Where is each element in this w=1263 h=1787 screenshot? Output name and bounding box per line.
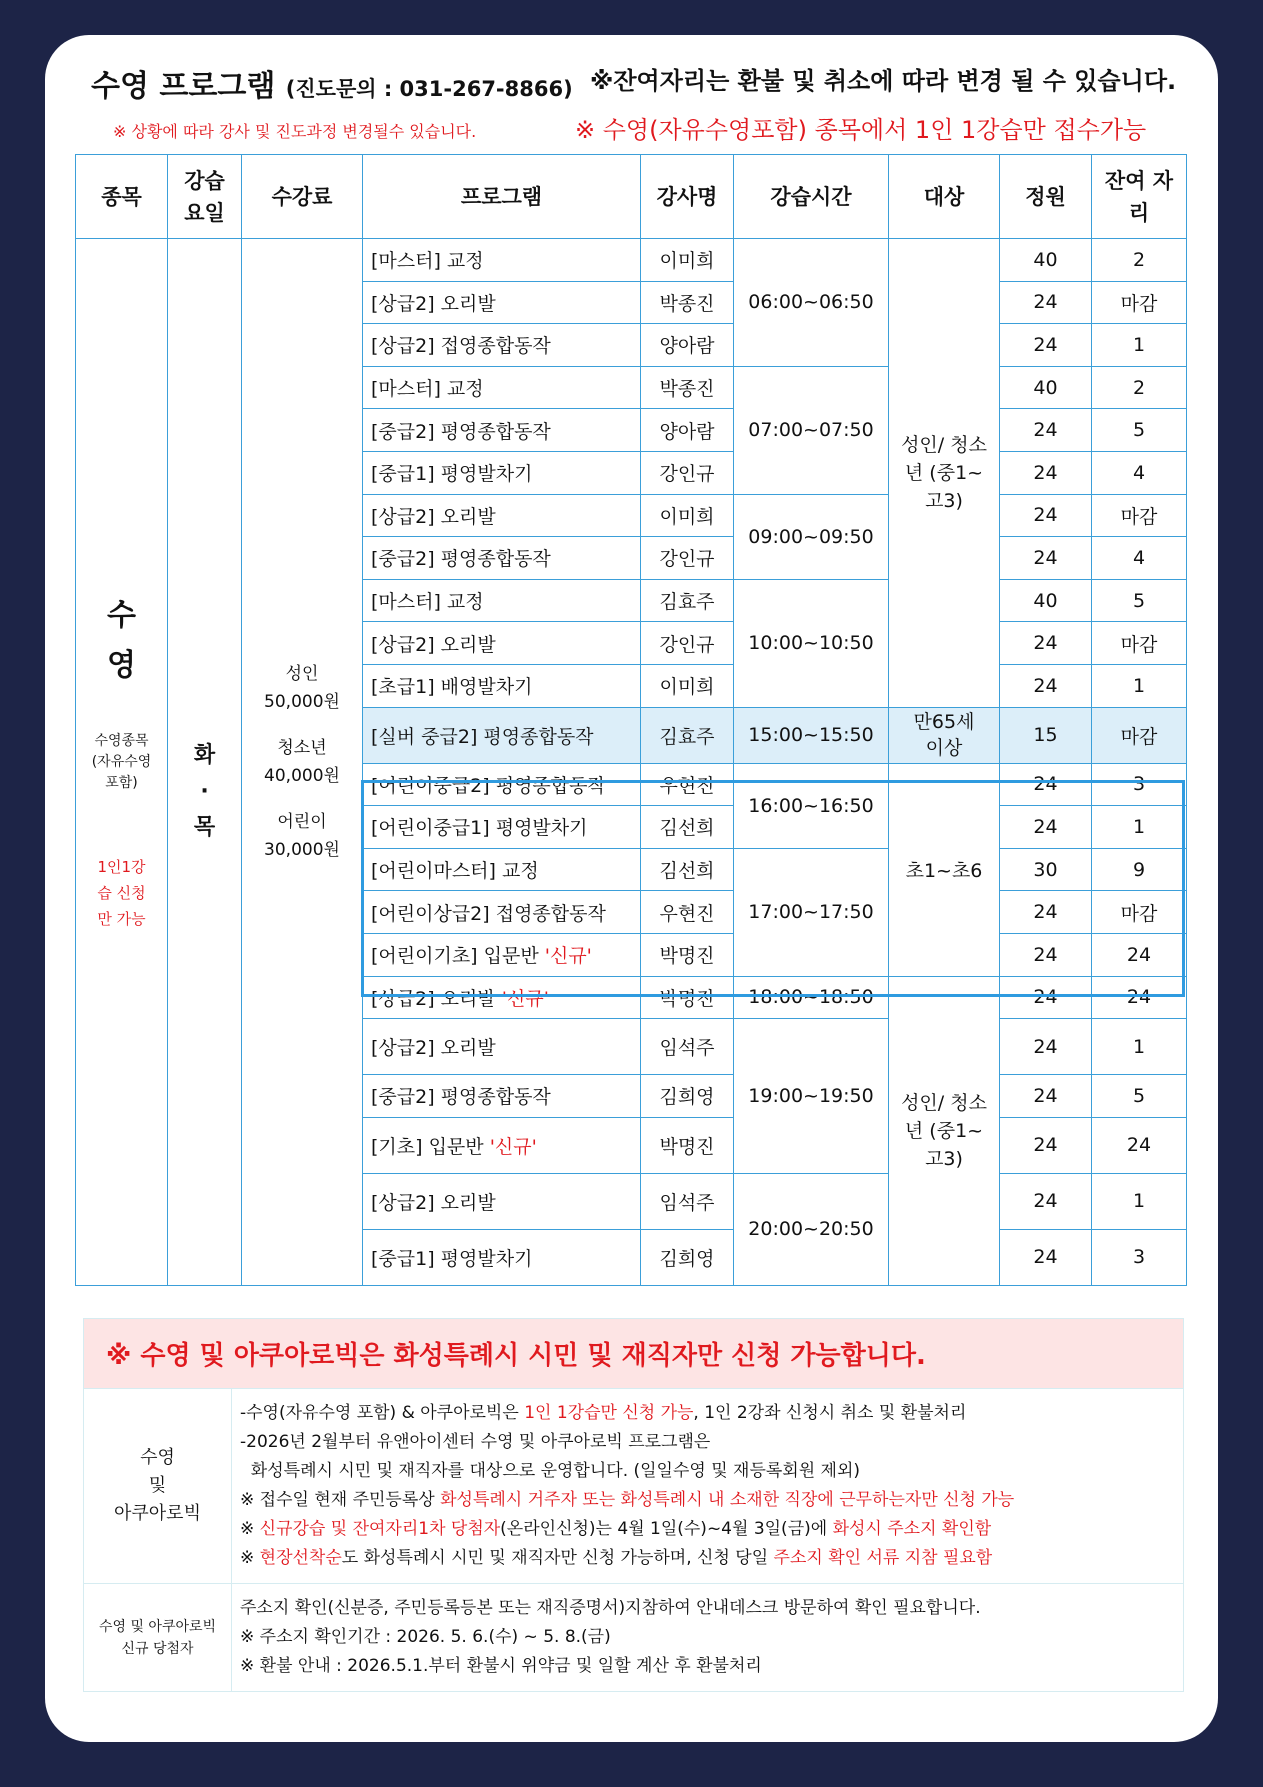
title-main: 수영 프로그램 — [91, 69, 276, 104]
header-program: 프로그램 — [363, 155, 641, 239]
text-red: 주소지 확인 서류 지참 필요함 — [773, 1548, 993, 1568]
category-limit: 1인1강습 신청만 가능 — [97, 858, 146, 929]
program-cell: [상급2] 오리발 — [363, 281, 641, 324]
remaining-cell: 3 — [1092, 1229, 1187, 1285]
header-remaining: 잔여 자리 — [1092, 155, 1187, 239]
remaining-cell: 1 — [1092, 664, 1187, 707]
capacity-cell: 24 — [1000, 976, 1092, 1019]
label-line: 수영 — [140, 1447, 175, 1468]
fee-adult-label: 성인 — [285, 663, 319, 684]
program-cell: [중급1] 평영발차기 — [363, 1229, 641, 1285]
rule-line: 화성특례시 시민 및 재직자를 대상으로 운영합니다. (일일수영 및 재등록회원 제외) — [240, 1461, 861, 1481]
teacher-cell: 이미희 — [641, 494, 734, 537]
capacity-cell: 24 — [1000, 1229, 1092, 1285]
capacity-cell: 24 — [1000, 409, 1092, 452]
teacher-cell: 김희영 — [641, 1229, 734, 1285]
remaining-cell: 1 — [1092, 1019, 1187, 1075]
fee-teen-label: 청소년 — [277, 737, 327, 758]
program-cell: [상급2] 오리발 — [363, 1019, 641, 1075]
label-line: 아쿠아로빅 — [114, 1503, 201, 1524]
rule-line: ※ 주소지 확인기간 : 2026. 5. 6.(수) ~ 5. 8.(금) — [240, 1627, 611, 1647]
program-cell: [어린이중급1] 평영발차기 — [363, 806, 641, 849]
remaining-cell: 마감 — [1092, 622, 1187, 665]
fee-child-label: 어린이 — [277, 811, 327, 832]
remaining-cell: 2 — [1092, 366, 1187, 409]
text-red: 신규강습 및 잔여자리1차 당첨자 — [259, 1519, 501, 1539]
remaining-cell: 24 — [1092, 1117, 1187, 1173]
page-title — [91, 61, 573, 105]
teacher-cell: 양아람 — [641, 409, 734, 452]
header-time: 강습시간 — [734, 155, 889, 239]
program-cell: [상급2] 오리발 — [363, 622, 641, 665]
target-cell: 초1~초6 — [889, 763, 1000, 976]
target-cell: 만65세 이상 — [889, 707, 1000, 763]
notice-label-swim-aqua — [84, 1389, 232, 1584]
remaining-cell: 5 — [1092, 579, 1187, 622]
day-thu: 목 — [193, 814, 216, 840]
table-header-row — [76, 155, 1187, 239]
day-tue: 화 — [193, 742, 216, 768]
teacher-cell: 박종진 — [641, 366, 734, 409]
rule-line — [240, 1544, 1175, 1573]
notice-one-class: ※ 수영(자유수영포함) 종목에서 1인 1강습만 접수가능 — [575, 116, 1147, 144]
program-cell: [중급2] 평영종합동작 — [363, 1075, 641, 1118]
teacher-cell: 김효주 — [641, 579, 734, 622]
capacity-cell: 24 — [1000, 933, 1092, 976]
capacity-cell: 40 — [1000, 366, 1092, 409]
teacher-cell: 박명진 — [641, 933, 734, 976]
teacher-cell: 강인규 — [641, 537, 734, 580]
program-cell — [363, 976, 641, 1019]
header-fee: 수강료 — [242, 155, 363, 239]
remaining-cell: 24 — [1092, 933, 1187, 976]
text: ※ — [240, 1519, 260, 1539]
remaining-cell: 24 — [1092, 976, 1187, 1019]
program-cell: [상급2] 접영종합동작 — [363, 324, 641, 367]
remaining-cell: 마감 — [1092, 494, 1187, 537]
teacher-cell: 김선희 — [641, 806, 734, 849]
time-cell: 07:00~07:50 — [734, 366, 889, 494]
fee-child: 30,000원 — [264, 839, 340, 860]
program-name: [기초] 입문반 — [371, 1135, 484, 1158]
days-cell — [168, 239, 242, 1286]
text: , 1인 2강좌 신청시 취소 및 환불처리 — [693, 1403, 967, 1423]
fee-adult: 50,000원 — [264, 691, 340, 712]
fee-cell — [242, 239, 363, 1286]
capacity-cell: 24 — [1000, 763, 1092, 806]
teacher-cell: 김효주 — [641, 707, 734, 763]
program-cell: [상급2] 오리발 — [363, 1173, 641, 1229]
teacher-cell: 박명진 — [641, 976, 734, 1019]
remaining-cell: 3 — [1092, 763, 1187, 806]
category-cell — [76, 239, 168, 1286]
rule-line: ※ 환불 안내 : 2026.5.1.부터 환불시 위약금 및 일할 계산 후 환불처리 — [240, 1656, 762, 1676]
rule-line: 주소지 확인(신분증, 주민등록등본 또는 재직증명서)지참하여 안내데스크 방문하여 확인 필요합니다. — [240, 1598, 981, 1618]
program-cell: [어린이상급2] 접영종합동작 — [363, 891, 641, 934]
time-cell: 19:00~19:50 — [734, 1019, 889, 1174]
program-cell — [363, 1117, 641, 1173]
program-name: [어린이기초] 입문반 — [371, 945, 539, 968]
header-days: 강습 요일 — [168, 155, 242, 239]
schedule-table — [75, 154, 1187, 1286]
capacity-cell: 24 — [1000, 451, 1092, 494]
capacity-cell: 24 — [1000, 1173, 1092, 1229]
capacity-cell: 40 — [1000, 579, 1092, 622]
notice-refund: ※잔여자리는 환불 및 취소에 따라 변경 될 수 있습니다. — [590, 67, 1177, 95]
category-char2: 영 — [107, 648, 136, 684]
remaining-cell: 1 — [1092, 1173, 1187, 1229]
new-tag: '신규' — [501, 987, 549, 1010]
teacher-cell: 박종진 — [641, 281, 734, 324]
capacity-cell: 24 — [1000, 806, 1092, 849]
new-tag: '신규' — [544, 945, 592, 968]
time-cell: 06:00~06:50 — [734, 239, 889, 367]
teacher-cell: 김선희 — [641, 848, 734, 891]
label-line: 및 — [148, 1475, 167, 1496]
text-red: 현장선착순 — [259, 1548, 342, 1568]
capacity-cell: 24 — [1000, 1117, 1092, 1173]
notice-banner: ※ 수영 및 아쿠아로빅은 화성특례시 시민 및 재직자만 신청 가능합니다. — [84, 1319, 1184, 1389]
capacity-cell: 30 — [1000, 848, 1092, 891]
title-contact: (진도문의 : 031-267-8866) — [285, 77, 573, 101]
category-char1: 수 — [107, 598, 136, 634]
table-row — [76, 239, 1187, 282]
teacher-cell: 우현진 — [641, 763, 734, 806]
remaining-cell: 5 — [1092, 1075, 1187, 1118]
program-cell: [중급1] 평영발차기 — [363, 451, 641, 494]
label-line: 신규 당첨자 — [121, 1640, 194, 1657]
text: -수영(자유수영 포함) & 아쿠아로빅은 — [240, 1403, 525, 1423]
capacity-cell: 24 — [1000, 622, 1092, 665]
time-cell: 16:00~16:50 — [734, 763, 889, 848]
capacity-cell: 24 — [1000, 324, 1092, 367]
program-cell: [어린이중급2] 평영종합동작 — [363, 763, 641, 806]
teacher-cell: 양아람 — [641, 324, 734, 367]
header-target: 대상 — [889, 155, 1000, 239]
time-cell: 15:00~15:50 — [734, 707, 889, 763]
program-cell — [363, 933, 641, 976]
teacher-cell: 강인규 — [641, 622, 734, 665]
label-line: 수영 및 아쿠아로빅 — [98, 1618, 217, 1635]
rule-line — [240, 1515, 1175, 1544]
header-capacity: 정원 — [1000, 155, 1092, 239]
program-cell: [어린이마스터] 교정 — [363, 848, 641, 891]
rule-line: -2026년 2월부터 유앤아이센터 수영 및 아쿠아로빅 프로그램은 — [240, 1432, 711, 1452]
program-cell: [중급2] 평영종합동작 — [363, 537, 641, 580]
text: 도 화성특례시 시민 및 재직자만 신청 가능하며, 신청 당일 — [341, 1548, 774, 1568]
teacher-cell: 이미희 — [641, 239, 734, 282]
notice-change: ※ 상황에 따라 강사 및 진도과정 변경될수 있습니다. — [113, 122, 477, 141]
time-cell: 09:00~09:50 — [734, 494, 889, 579]
time-cell: 10:00~10:50 — [734, 579, 889, 707]
remaining-cell: 4 — [1092, 537, 1187, 580]
remaining-cell: 4 — [1092, 451, 1187, 494]
remaining-cell: 5 — [1092, 409, 1187, 452]
new-tag: '신규' — [489, 1135, 537, 1158]
program-cell: [마스터] 교정 — [363, 366, 641, 409]
notice-body-address — [232, 1584, 1184, 1692]
program-cell: [초급1] 배영발차기 — [363, 664, 641, 707]
time-cell: 20:00~20:50 — [734, 1173, 889, 1285]
text-red: 1인 1강습만 신청 가능 — [524, 1403, 694, 1423]
remaining-cell: 마감 — [1092, 707, 1187, 763]
text-red: 화성시 주소지 확인함 — [832, 1519, 992, 1539]
target-cell: 성인/ 청소년 (중1~고3) — [889, 976, 1000, 1285]
header — [45, 35, 1218, 155]
remaining-cell: 1 — [1092, 324, 1187, 367]
teacher-cell: 이미희 — [641, 664, 734, 707]
rule-line — [240, 1486, 1175, 1515]
teacher-cell: 김희영 — [641, 1075, 734, 1118]
remaining-cell: 마감 — [1092, 891, 1187, 934]
category-sub: 수영종목 (자유수영 포함) — [91, 733, 152, 792]
capacity-cell: 24 — [1000, 664, 1092, 707]
program-cell: [중급2] 평영종합동작 — [363, 409, 641, 452]
remaining-cell: 마감 — [1092, 281, 1187, 324]
capacity-cell: 24 — [1000, 281, 1092, 324]
capacity-cell: 24 — [1000, 891, 1092, 934]
program-cell: [실버 중급2] 평영종합동작 — [363, 707, 641, 763]
header-category: 종목 — [76, 155, 168, 239]
remaining-cell: 2 — [1092, 239, 1187, 282]
capacity-cell: 24 — [1000, 537, 1092, 580]
fee-teen: 40,000원 — [264, 765, 340, 786]
remaining-cell: 9 — [1092, 848, 1187, 891]
program-cell: [마스터] 교정 — [363, 579, 641, 622]
teacher-cell: 임석주 — [641, 1019, 734, 1075]
program-cell: [마스터] 교정 — [363, 239, 641, 282]
teacher-cell: 임석주 — [641, 1173, 734, 1229]
header-teacher: 강사명 — [641, 155, 734, 239]
capacity-cell: 40 — [1000, 239, 1092, 282]
notice-label-new-winners — [84, 1584, 232, 1692]
time-cell: 17:00~17:50 — [734, 848, 889, 976]
time-cell: 18:00~18:50 — [734, 976, 889, 1019]
notice-body-rules — [232, 1389, 1184, 1584]
target-cell: 성인/ 청소년 (중1~고3) — [889, 239, 1000, 708]
teacher-cell: 강인규 — [641, 451, 734, 494]
capacity-cell: 24 — [1000, 494, 1092, 537]
capacity-cell: 15 — [1000, 707, 1092, 763]
program-name: [상급2] 오리발 — [371, 987, 496, 1010]
rule-line — [240, 1399, 1175, 1428]
text: (온라인신청)는 4월 1일(수)~4월 3일(금)에 — [500, 1519, 833, 1539]
capacity-cell: 24 — [1000, 1075, 1092, 1118]
text: ※ — [240, 1548, 260, 1568]
remaining-cell: 1 — [1092, 806, 1187, 849]
teacher-cell: 박명진 — [641, 1117, 734, 1173]
text-red: 화성특례시 거주자 또는 화성특례시 내 소재한 직장에 근무하는자만 신청 가능 — [440, 1490, 1015, 1510]
capacity-cell: 24 — [1000, 1019, 1092, 1075]
program-cell: [상급2] 오리발 — [363, 494, 641, 537]
day-sep: · — [200, 778, 209, 804]
text: ※ 접수일 현재 주민등록상 — [240, 1490, 441, 1510]
notice-table — [83, 1318, 1184, 1692]
teacher-cell: 우현진 — [641, 891, 734, 934]
